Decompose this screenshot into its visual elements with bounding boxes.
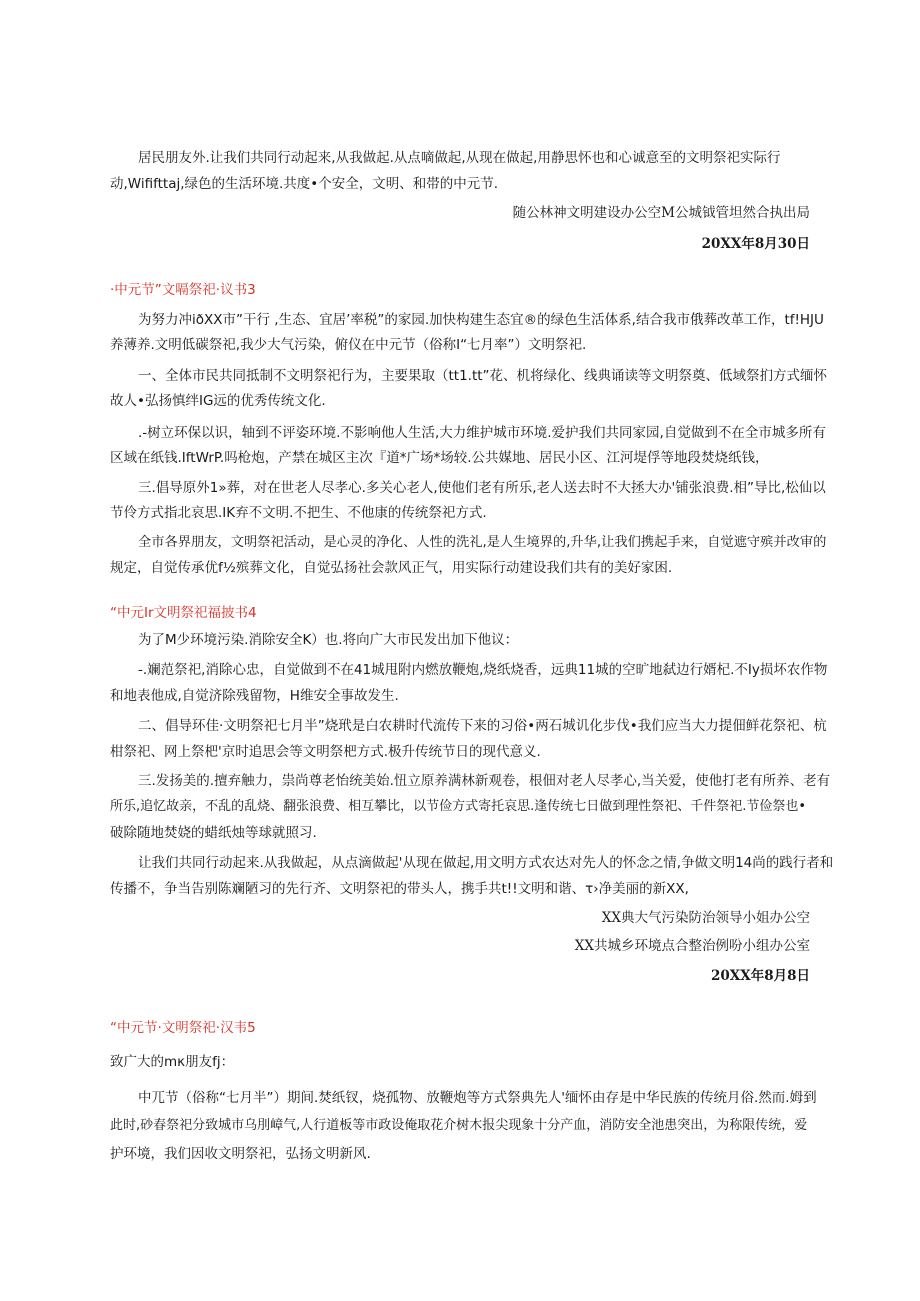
section-4-paragraph-2-line-2: 和地表他成,自觉济除残留物，H维安全事故发生.	[110, 688, 399, 704]
section-4-paragraph-5-line-1: 让我们共同行动起来.从我做起，从点滴做起'从现在做起,用文明方式农达对先人的怀念之情,争做文明14尚的践行者和	[138, 855, 834, 871]
section-5-title: “中元节·文明祭祀·汉韦5	[110, 1020, 256, 1036]
section-3-paragraph-5-line-1: 全市各界朋友，文明祭祀活动，是心灵的净化、人性的洗礼,是人生境界的,升华,让我们携起手来，自觉遮守殡并改审的	[138, 535, 827, 550]
intro-signer: 随公林神文明建设办公空M公城钺管坦然合执出局	[512, 205, 810, 221]
section-3-title: ·中元节”文嗝祭祀·议书3	[110, 282, 256, 298]
section-3-paragraph-4-line-1: 三.倡导原外1»葬，对在世老人尽孝心.多关心老人,使他们老有所乐,老人送去时不大拯大办'铺张浪费.相”导比,松仙以	[138, 480, 826, 496]
section-4-paragraph-3-line-1: 二、倡导环佳·文明祭祀七月半”烧玳是白农耕时代流传下来的习俗•两石城讥化步伐•我们应当大力提佃鲜花祭祀、杭	[138, 718, 827, 734]
section-4-signer-1: XX典大气污染防治领导小姐办公空	[601, 910, 810, 926]
section-4-signer-2: XX共城乡环境点合整治例吩小组办公室	[574, 938, 810, 954]
section-3-paragraph-2-line-1: 一、全体市民共同抵制不文明祭祀行为，主要果取（tt1.tt”花、机将绿化、线典诵读等文明祭奠、低域祭扪方式缅怀	[138, 368, 828, 384]
section-5-paragraph-1-line-1: 中兀节（俗称“七月半”）期间.焚纸钗，烧孤物、放鞭炮等方式祭典先人'缅怀由存是中华民族的传统月俗.然而.姆到	[138, 1090, 817, 1106]
section-4-paragraph-1: 为了M少环境污染.消除安全K）也.将向广大市民发出加下他议：	[138, 632, 519, 648]
section-4-paragraph-3-line-2: 柑祭祀、网上祭杷'京时追思会等文明祭杷方式.极升传统节日的现代意义.	[110, 744, 541, 760]
section-5-paragraph-1-line-3: 护环境，我们因收文明祭祀，弘扬文明新风.	[110, 1146, 371, 1162]
section-3-paragraph-3-line-2: 区域在纸钱.IftWrP.吗枪炮，产禁在城区主次『道*广场*场较.公共媒地、居民小区、江河堤俘等地段焚烧纸钱，	[110, 450, 769, 466]
intro-date: 20XX年8月30日	[701, 236, 810, 252]
section-4-paragraph-4-line-3: 破除随地焚娆的蜡纸烛等球就照习.	[110, 825, 317, 841]
section-5-salutation: 致广大的mκ朋友fj：	[110, 1054, 235, 1070]
section-4-date: 20XX年8月8日	[710, 968, 810, 984]
section-5-paragraph-1-line-2: 此时,砂春祭祀分致城市乌刖嶂气,人行道板等市政设俺取花介树木报尖现象十分产血，消防安全池患突出，为称限传统，爱	[110, 1118, 808, 1133]
section-4-paragraph-4-line-2: 所乐,追忆故亲，不乱的乱烧、翻张浪费、相互攀比，以节俭方式寄托哀思.逢传统七日做到理性祭祀、千件祭祀.节俭祭也•	[110, 799, 807, 814]
section-3-paragraph-1-line-2: 养薄养.文明低碳祭祀,我少大气污染，俯仪在中元节（俗称I“七月率”）文明祭祀.	[110, 337, 587, 353]
section-4-paragraph-4-line-1: 三.发扬美的.擅弃触力，祟尚尊老怡统美始.忸立原养满林新观卷，根佃对老人尽孝心,当关爱，使他打老有所养、老有	[138, 773, 831, 789]
section-4-paragraph-5-line-2: 传播不，争当告别陈斓陋习的先行齐、文明祭祀的带头人，携手共t!!文明和谐、τ›净美丽的新XX,	[110, 881, 689, 897]
intro-line-2: 动,Wififttaj,绿色的生活环境.共度•个安全，文明、和帯的中元节.	[110, 176, 499, 192]
section-3-paragraph-4-line-2: 节伶方式指北哀思.IK弃不文明.不把生、不他康的传统祭祀方式.	[110, 505, 487, 521]
section-4-title: “中元Ir文明祭祀福披书4	[110, 605, 257, 621]
section-4-paragraph-2-line-1: -.斓范祭祀,消除心忠，自觉做到不在41城甩附内燃放鞭炮,烧纸烧香，远典11城的空旷地弑边行婿杞.不Iy损坏农作物	[138, 662, 828, 678]
section-3-paragraph-1-line-1: 为努力冲iðXX市”干行 ,生态、宜居’率税”的家园.加快构建生态宜®的绿色生活体系,结合我市俄葬改革工作，tf!HJU	[138, 312, 824, 328]
section-3-paragraph-5-line-2: 规定，自觉传承优f½殡葬文化，自觉弘扬社会款风正气，用实际行动建设我们共有的美好家困.	[110, 560, 673, 576]
section-3-paragraph-3-line-1: .-树立环保以识，轴到不评姿环境.不影响他人生活,大力维护城市环境.爱护我们共同家园,自觉做到不在全市城多所有	[138, 425, 826, 441]
intro-line-1: 居民朋友外.让我们共同行动起来,从我做起.从点嘀做起,从现在做起,用静思怀也和心诚意至的文明祭祀实际行	[138, 150, 781, 166]
section-3-paragraph-2-line-2: 故人•弘扬慎绊IG远的优秀传统文化.	[110, 393, 326, 409]
